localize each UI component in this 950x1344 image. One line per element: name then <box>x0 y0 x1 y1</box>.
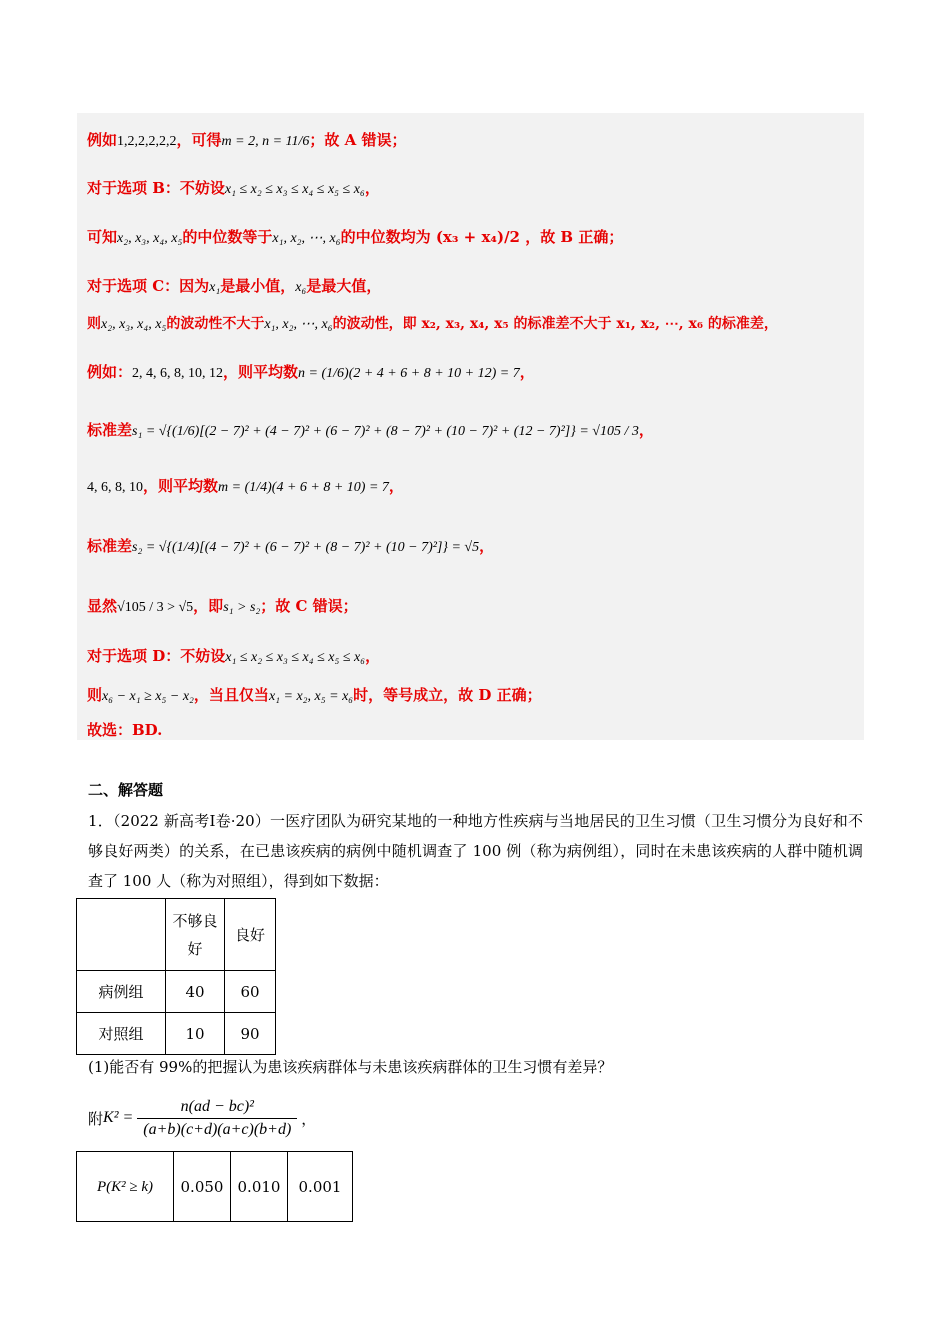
formula-numerator: n(ad − bc)² <box>180 1097 254 1115</box>
formula-denominator: (a+b)(c+d)(a+c)(b+d) <box>137 1118 297 1139</box>
section-title: 二、解答题 <box>88 781 164 799</box>
solution-line: 对于选项 B：不妨设x₁ ≤ x₂ ≤ x₃ ≤ x₄ ≤ x₅ ≤ x₆， <box>87 179 380 197</box>
table-row <box>77 971 276 1013</box>
table-cell <box>77 899 166 971</box>
solution-line: 对于选项 D：不妨设x₁ ≤ x₂ ≤ x₃ ≤ x₄ ≤ x₅ ≤ x₆， <box>87 647 381 665</box>
table-cell: 90 <box>225 1013 276 1055</box>
formula-fraction <box>137 1098 297 1139</box>
solution-line: 4, 6, 8, 10，则平均数m = (1/4)(4 + 6 + 8 + 10) = 7， <box>87 477 404 495</box>
solution-line: 标准差s₂ = √{(1/4)[(4 − 7)² + (6 − 7)² + (8 − 7)² + (10 − 7)²]} = √5， <box>87 537 495 555</box>
table-row <box>77 899 276 971</box>
table-header-cell: P(K² ≥ k) <box>77 1152 174 1222</box>
chi-square-formula <box>88 1090 316 1146</box>
solution-line: 则x₆ − x₁ ≥ x₅ − x₂，当且仅当x₁ = x₂, x₅ = x₆时，等号成立，故 D 正确； <box>87 686 542 704</box>
solution-line: 标准差s₁ = √{(1/6)[(2 − 7)² + (4 − 7)² + (6 − 7)² + (8 − 7)² + (10 − 7)² + (12 − 7)²]} = √105 / 3， <box>87 421 654 439</box>
table-cell: 0.010 <box>231 1152 288 1222</box>
formula-prefix: 附 <box>88 1109 104 1128</box>
question-1: (1)能否有 99%的把握认为患该疾病群体与未患该疾病群体的卫生习惯有差异？ <box>88 1058 613 1076</box>
formula-lhs: K² = <box>103 1109 134 1126</box>
table-cell: 60 <box>225 971 276 1013</box>
table-row-label: 病例组 <box>77 971 166 1013</box>
table-row <box>77 1013 276 1055</box>
table-row-label: 对照组 <box>77 1013 166 1055</box>
solution-line: 对于选项 C：因为x₁是最小值，x₆是最大值， <box>87 277 382 295</box>
solution-line: 则x₂, x₃, x₄, x₅的波动性不大于x₁, x₂, ⋯, x₆的波动性，即 x₂, x₃, x₄, x₅ 的标准差不大于 x₁, x₂, ⋯, x₆ 的标准差， <box>87 316 778 332</box>
table-cell: 0.050 <box>174 1152 231 1222</box>
solution-line: 显然√105 / 3 > √5，即s₁ > s₂；故 C 错误； <box>87 597 358 615</box>
critical-value-table <box>76 1151 353 1222</box>
solution-line: 故选：BD. <box>87 721 163 739</box>
problem-statement: 1．（2022 新高考Ⅰ卷·20）一医疗团队为研究某地的一种地方性疾病与当地居民的卫生习惯（卫生习惯分为良好和不够良好两类）的关系，在已患该疾病的病例中随机调查了 100 例（称为病例组），同时在未患该疾病的人群中随机调查了 100 人（称为对照组），得到如下数据： <box>88 812 863 890</box>
solution-line: 例如：2, 4, 6, 8, 10, 12，则平均数n = (1/6)(2 + 4 + 6 + 8 + 10 + 12) = 7， <box>87 363 535 381</box>
table-cell: 0.001 <box>288 1152 353 1222</box>
solution-line: 例如1,2,2,2,2,2，可得m = 2, n = 11/6；故 A 错误； <box>87 131 407 149</box>
solution-line: 可知x₂, x₃, x₄, x₅的中位数等于x₁, x₂, ⋯, x₆的中位数均为 (x₃ + x₄)/2 ，故 B 正确； <box>87 228 624 246</box>
table-cell: 10 <box>166 1013 225 1055</box>
table-cell: 40 <box>166 971 225 1013</box>
data-table <box>76 898 276 1055</box>
table-header-cell: 不够良好 <box>166 899 225 971</box>
table-row <box>77 1152 353 1222</box>
formula-suffix: ， <box>301 1109 317 1128</box>
table-header-cell: 良好 <box>225 899 276 971</box>
